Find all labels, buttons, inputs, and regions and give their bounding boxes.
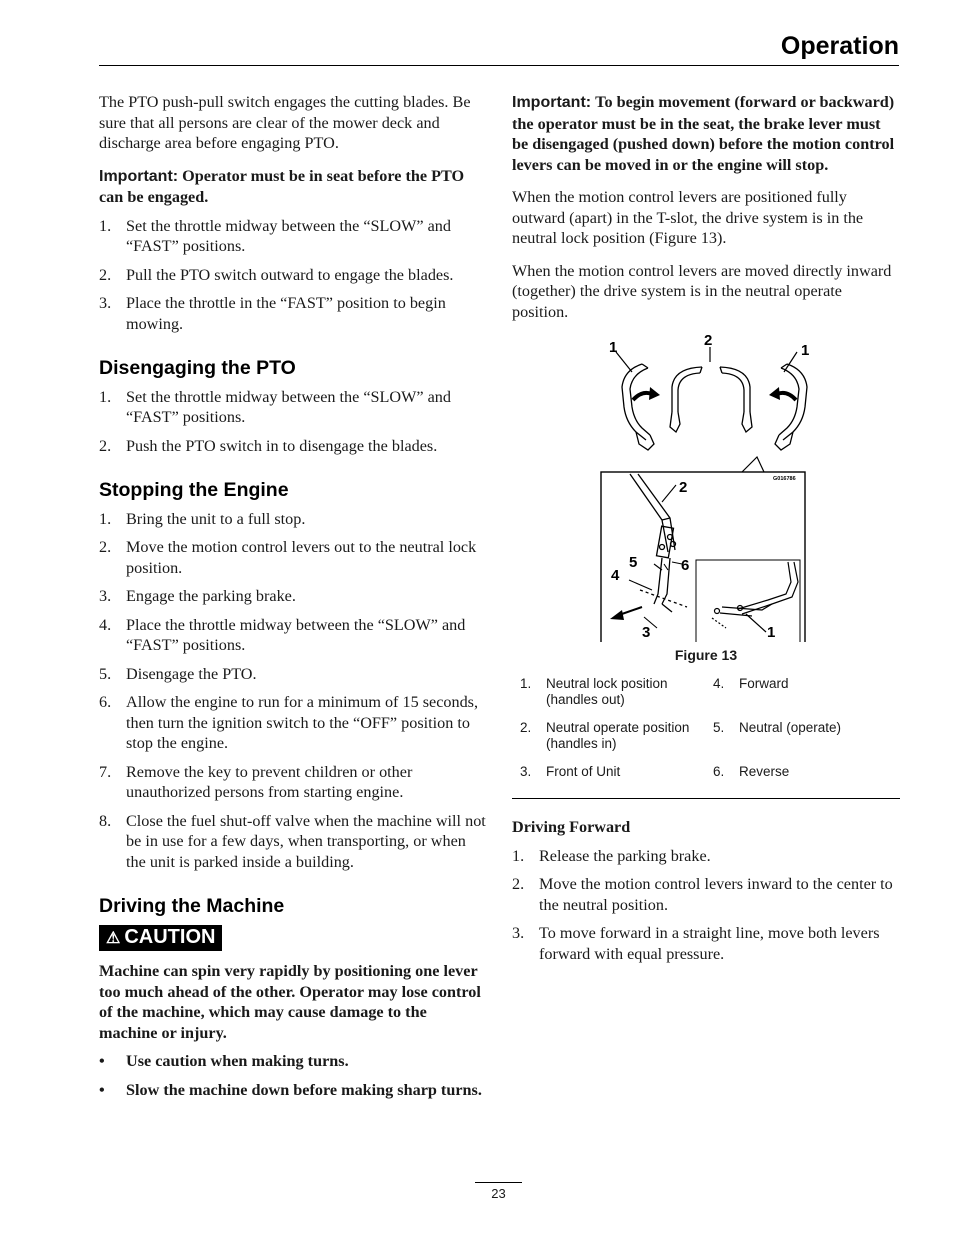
callout-label: 5 (629, 554, 638, 571)
step-text: Pull the PTO switch outward to engage the blades. (126, 265, 454, 284)
step-text: Move the motion control levers out to the neutral lock position. (126, 538, 477, 577)
right-column (512, 92, 900, 976)
part-code: G016786 (773, 476, 796, 482)
step-number: 6. (99, 693, 112, 711)
step-text: Place the throttle in the “FAST” position to begin mowing. (126, 294, 446, 333)
legend-text: Reverse (739, 764, 790, 779)
table-row (520, 676, 841, 720)
step-number: 3. (512, 924, 525, 942)
legend-text: Forward (739, 676, 789, 691)
left-column (99, 92, 487, 1108)
step-text: Bring the unit to a full stop. (126, 509, 306, 528)
list-item (99, 1080, 487, 1101)
inset-frame (696, 560, 800, 642)
step-number: 7. (99, 762, 112, 781)
inward-arrows (633, 387, 796, 400)
page-number-rule (475, 1182, 522, 1183)
stopping-engine-steps (99, 509, 487, 873)
page-title: Operation (780, 32, 899, 60)
step-text: Set the throttle midway between the “SLOW” and “FAST” positions. (126, 216, 451, 255)
step-number: 2. (512, 875, 525, 893)
caution-bullets (99, 1051, 487, 1100)
list-item (99, 1051, 487, 1072)
page-number: 23 (491, 1186, 506, 1201)
list-item (512, 874, 900, 915)
legend-number: 1. (520, 676, 532, 691)
important-text: To begin movement (forward or backward) the operator must be in the seat, the brake lever must be disengaged (pushed down) before the motion control levers can be moved in or the engine will stop. (512, 93, 895, 174)
step-text: Move the motion control levers inward to the center to the neutral position. (539, 875, 893, 914)
warning-triangle-icon: ⚠ (106, 929, 121, 947)
step-text: Set the throttle midway between the “SLOW” and “FAST” positions. (126, 387, 451, 426)
legend-text: Neutral lock position (handles out) (546, 676, 668, 707)
list-item (512, 846, 900, 867)
list-item (99, 436, 487, 457)
legend-number: 4. (713, 676, 725, 691)
important-note (99, 166, 487, 208)
bullet-text: Slow the machine down before making sharp turns. (126, 1080, 482, 1099)
legend-number: 2. (520, 720, 532, 735)
step-text: Release the parking brake. (539, 846, 711, 865)
callout-label: 1 (801, 342, 810, 359)
caution-badge (99, 925, 222, 952)
detail-pointer (742, 457, 764, 472)
callout-label: 2 (704, 332, 713, 349)
list-item (99, 586, 487, 607)
callout-label: 4 (611, 567, 620, 584)
bullet-text: Use caution when making turns. (126, 1052, 349, 1070)
step-text: Place the throttle midway between the “SLOW” and “FAST” positions. (126, 615, 466, 654)
important-note (512, 92, 900, 175)
bullet-icon: • (99, 1052, 105, 1070)
callout-label: 1 (767, 624, 776, 641)
list-item (99, 692, 487, 754)
step-text: To move forward in a straight line, move both levers forward with equal pressure. (539, 924, 880, 963)
engage-pto-steps (99, 216, 487, 335)
figure-legend (520, 676, 841, 792)
step-number: 2. (99, 436, 112, 455)
legend-number: 6. (713, 764, 725, 779)
callout-label: 1 (609, 339, 618, 356)
step-text: Close the fuel shut-off valve when the machine will not be in use for a few days, when transporting, or when the unit is parked inside a building. (126, 811, 486, 871)
list-item (512, 923, 900, 964)
step-text: Allow the engine to run for a minimum of 15 seconds, then turn the ignition switch to the “OFF” position to stop the engine. (126, 693, 479, 752)
step-text: Engage the parking brake. (126, 587, 296, 605)
legend-text: Front of Unit (546, 764, 621, 779)
figure-13 (512, 332, 900, 662)
driving-forward-steps (512, 846, 900, 965)
step-number: 1. (99, 509, 112, 528)
list-item (99, 216, 487, 257)
step-number: 1. (99, 387, 112, 406)
callout-label: 6 (681, 557, 690, 574)
callout-label: 3 (642, 624, 651, 641)
disengage-pto-steps (99, 387, 487, 457)
step-number: 5. (99, 664, 112, 683)
legend-number: 5. (713, 720, 725, 735)
list-item (99, 811, 487, 873)
section-divider (512, 798, 900, 799)
table-row (520, 764, 841, 792)
stopping-engine-heading: Stopping the Engine (99, 479, 289, 501)
list-item (99, 615, 487, 656)
step-number: 3. (99, 294, 112, 312)
step-number: 1. (512, 846, 525, 865)
step-text: Push the PTO switch in to disengage the blades. (126, 436, 438, 455)
list-item (99, 387, 487, 428)
top-callout-lines (616, 347, 797, 372)
step-number: 3. (99, 587, 112, 605)
neutral-operate-paragraph: When the motion control levers are moved directly inward (together) the drive system is in the neutral operate position. (512, 261, 892, 321)
step-number: 8. (99, 811, 112, 830)
driving-machine-heading: Driving the Machine (99, 895, 285, 917)
important-text: Operator must be in seat before the PTO can be engaged. (99, 166, 465, 206)
figure-caption: Figure 13 (674, 647, 738, 663)
bullet-icon: • (99, 1080, 105, 1099)
list-item (99, 537, 487, 578)
handles-drawing (622, 364, 807, 450)
step-text: Disengage the PTO. (126, 664, 257, 683)
important-label: Important: (512, 94, 592, 111)
driving-forward-heading: Driving Forward (512, 818, 631, 836)
list-item (99, 509, 487, 530)
legend-number: 3. (520, 764, 532, 779)
list-item (99, 664, 487, 685)
disengaging-pto-heading: Disengaging the PTO (99, 357, 296, 379)
pto-intro-paragraph: The PTO push-pull switch engages the cutting blades. Be sure that all persons are clear of the mower deck and discharge area before engaging PTO. (99, 93, 471, 152)
motion-control-levers-illustration (512, 332, 900, 642)
list-item (99, 762, 487, 803)
caution-text: Machine can spin very rapidly by positioning one lever too much ahead of the other. Operator may lose control of the machine, which may cause damage to the machine or injury. (99, 962, 481, 1042)
step-number: 1. (99, 216, 112, 235)
step-number: 2. (99, 538, 112, 556)
header-divider (99, 65, 899, 66)
list-item (99, 293, 487, 334)
legend-text: Neutral (operate) (739, 720, 842, 735)
step-number: 4. (99, 615, 112, 634)
important-label: Important: (99, 167, 179, 185)
callout-label: 2 (679, 479, 688, 496)
table-row (520, 720, 841, 764)
caution-label: CAUTION (124, 925, 216, 948)
step-text: Remove the key to prevent children or other unauthorized persons from starting engine. (126, 762, 413, 801)
legend-text: Neutral operate position (handles in) (546, 720, 690, 751)
list-item (99, 265, 487, 286)
step-number: 2. (99, 265, 112, 284)
neutral-lock-paragraph: When the motion control levers are positioned fully outward (apart) in the T-slot, the drive system is in the neutral lock position (Figure 13). (512, 188, 864, 247)
